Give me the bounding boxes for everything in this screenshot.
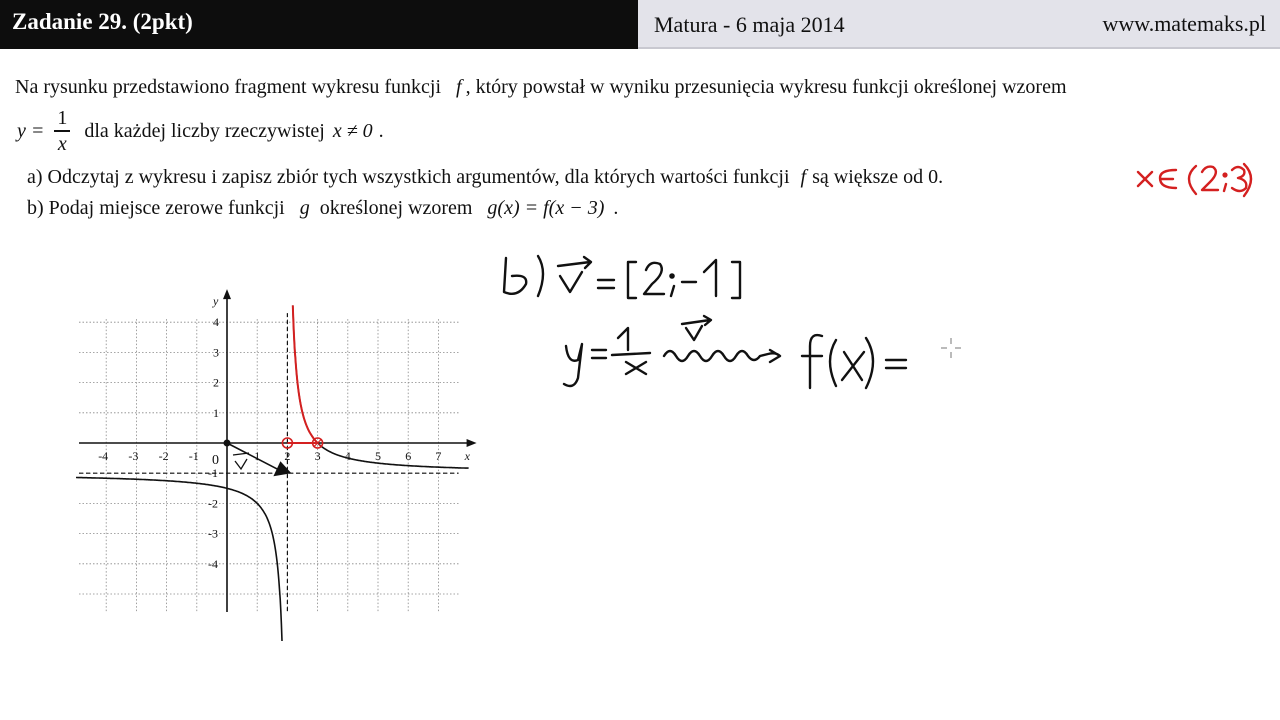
y-tick-label: 3 xyxy=(213,345,219,360)
part-b-formula: g(x) = f(x − 3) xyxy=(487,197,605,219)
part-a-text: a) Odczytaj z wykresu i zapisz zbiór tych wszystkich argumentów, dla których wartości funkcji xyxy=(27,166,790,188)
function-f-symbol: f xyxy=(456,76,462,98)
x-axis-label: x xyxy=(464,449,470,463)
x-tick-label: 7 xyxy=(435,449,442,463)
origin-label: 0 xyxy=(212,453,219,468)
part-b-text: b) Podaj miejsce zerowe funkcji xyxy=(27,197,285,219)
vector-label-v xyxy=(233,453,249,469)
x-tick-label: -2 xyxy=(158,449,169,463)
part-a-end: są większe od 0. xyxy=(812,166,944,188)
fraction-denominator: x xyxy=(57,132,67,155)
part-b-end: . xyxy=(613,197,619,219)
x-tick-label: 6 xyxy=(405,449,412,463)
x-tick-label: -1 xyxy=(188,449,199,463)
formula-lhs: y = xyxy=(17,119,45,142)
x-tick-label: 4 xyxy=(344,449,351,463)
problem-intro: Na rysunku przedstawiono fragment wykresu funkcji xyxy=(15,76,441,98)
domain-condition: x ≠ 0 xyxy=(332,119,373,142)
domain-end: . xyxy=(378,119,384,142)
x-tick-label: 2 xyxy=(284,449,291,463)
positive-part-highlight xyxy=(293,305,318,443)
hyperbola-left-branch xyxy=(76,478,282,642)
graph-tick-labels xyxy=(98,294,470,571)
y-tick-label: -3 xyxy=(208,526,218,541)
x-tick-label: -4 xyxy=(98,449,109,463)
x-tick-label: 5 xyxy=(375,449,381,463)
part-b-mid: określonej wzorem xyxy=(319,197,473,219)
x-tick-label: 3 xyxy=(314,449,321,463)
y-axis-label: y xyxy=(213,294,219,309)
fraction-numerator: 1 xyxy=(57,107,68,130)
translation-vector xyxy=(227,443,281,471)
y-axis-arrow xyxy=(223,289,231,299)
website-link[interactable]: www.matemaks.pl xyxy=(1102,11,1266,36)
y-tick-label: -2 xyxy=(208,496,218,511)
y-tick-label: 1 xyxy=(213,405,219,420)
y-tick-label: -1 xyxy=(208,466,218,481)
y-tick-label: 4 xyxy=(213,315,219,330)
task-title: Zadanie 29. (2pkt) xyxy=(0,0,638,49)
problem-intro-continued: , który powstał w wyniku przesunięcia wykresu funkcji określonej wzorem xyxy=(465,76,1067,98)
x-axis-arrow xyxy=(467,439,477,447)
part-b-g-symbol: g xyxy=(299,197,310,219)
y-tick-label: 2 xyxy=(213,375,219,390)
y-tick-label: -4 xyxy=(208,556,218,571)
domain-text: dla każdej liczby rzeczywistej xyxy=(84,119,325,142)
x-tick-label: -3 xyxy=(128,449,139,463)
part-a-f-symbol: f xyxy=(800,166,807,188)
x-tick-label: 1 xyxy=(254,449,261,463)
exam-date: Matura - 6 maja 2014 xyxy=(654,12,845,37)
